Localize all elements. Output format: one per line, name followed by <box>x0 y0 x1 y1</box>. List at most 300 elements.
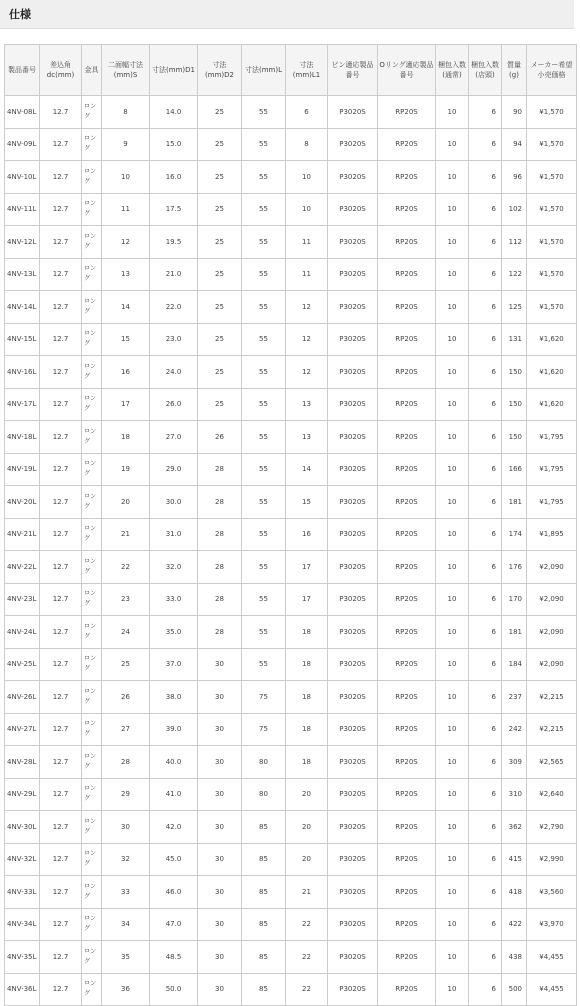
table-cell: P3020S <box>328 778 378 811</box>
table-cell: 18 <box>286 648 328 681</box>
table-cell: 38.0 <box>150 681 198 714</box>
table-cell: ロング <box>82 778 102 811</box>
table-cell: 55 <box>242 518 286 551</box>
table-cell: 6 <box>469 908 502 941</box>
table-row <box>5 258 577 291</box>
table-cell: 16.0 <box>150 161 198 194</box>
table-cell: 46.0 <box>150 876 198 909</box>
table-cell: 150 <box>502 388 527 421</box>
table-cell: 6 <box>469 941 502 974</box>
table-row <box>5 551 577 584</box>
table-cell: 12 <box>286 323 328 356</box>
section-title: 仕様 <box>9 8 31 21</box>
table-row <box>5 811 577 844</box>
table-cell: 9 <box>102 128 150 161</box>
table-cell: 4NV-21L <box>5 518 40 551</box>
table-cell: 6 <box>469 193 502 226</box>
table-row <box>5 388 577 421</box>
table-cell: 150 <box>502 421 527 454</box>
table-cell: 45.0 <box>150 843 198 876</box>
table-cell: 438 <box>502 941 527 974</box>
table-cell: 18 <box>286 746 328 779</box>
table-cell: 26 <box>198 421 242 454</box>
table-cell: 29 <box>102 778 150 811</box>
table-cell: 4NV-35L <box>5 941 40 974</box>
table-cell: RP20S <box>378 356 436 389</box>
table-cell: 10 <box>436 583 469 616</box>
table-cell: ¥4,455 <box>527 941 577 974</box>
table-cell: 11 <box>102 193 150 226</box>
table-cell: 102 <box>502 193 527 226</box>
table-row <box>5 356 577 389</box>
table-cell: P3020S <box>328 193 378 226</box>
table-cell: 6 <box>469 128 502 161</box>
table-cell: 6 <box>469 323 502 356</box>
column-header: 梱包入数(通常) <box>436 45 469 96</box>
table-row <box>5 843 577 876</box>
table-cell: 242 <box>502 713 527 746</box>
table-cell: 12.7 <box>40 681 82 714</box>
table-cell: 32 <box>102 843 150 876</box>
table-cell: 12.7 <box>40 226 82 259</box>
table-cell: 12.7 <box>40 941 82 974</box>
table-cell: 6 <box>469 258 502 291</box>
table-cell: 4NV-30L <box>5 811 40 844</box>
table-cell: ロング <box>82 746 102 779</box>
table-cell: 55 <box>242 551 286 584</box>
table-cell: 4NV-26L <box>5 681 40 714</box>
table-cell: ロング <box>82 193 102 226</box>
table-cell: 28 <box>198 453 242 486</box>
table-cell: 37.0 <box>150 648 198 681</box>
table-cell: 32.0 <box>150 551 198 584</box>
table-cell: 131 <box>502 323 527 356</box>
table-cell: 4NV-23L <box>5 583 40 616</box>
table-cell: 25 <box>198 96 242 129</box>
table-cell: 14 <box>102 291 150 324</box>
table-cell: 112 <box>502 226 527 259</box>
table-cell: 21.0 <box>150 258 198 291</box>
table-cell: 28 <box>102 746 150 779</box>
table-cell: 174 <box>502 518 527 551</box>
table-cell: 25 <box>198 226 242 259</box>
table-cell: 48.5 <box>150 941 198 974</box>
table-cell: 12.7 <box>40 616 82 649</box>
header-row <box>5 45 577 96</box>
table-cell: 4NV-34L <box>5 908 40 941</box>
table-cell: 39.0 <box>150 713 198 746</box>
table-cell: P3020S <box>328 551 378 584</box>
table-cell: ロング <box>82 96 102 129</box>
column-header: Oリング適応製品番号 <box>378 45 436 96</box>
table-cell: 4NV-36L <box>5 973 40 1006</box>
table-row <box>5 291 577 324</box>
table-cell: 85 <box>242 843 286 876</box>
column-header: 質量(g) <box>502 45 527 96</box>
table-cell: RP20S <box>378 161 436 194</box>
table-cell: 6 <box>469 843 502 876</box>
table-cell: 4NV-20L <box>5 486 40 519</box>
table-cell: 21 <box>102 518 150 551</box>
table-cell: 30 <box>198 941 242 974</box>
table-cell: ロング <box>82 583 102 616</box>
table-cell: 12.7 <box>40 778 82 811</box>
table-cell: 10 <box>286 193 328 226</box>
column-header: 差込角dc(mm) <box>40 45 82 96</box>
table-cell: ロング <box>82 226 102 259</box>
table-cell: 362 <box>502 811 527 844</box>
table-cell: 36 <box>102 973 150 1006</box>
table-row <box>5 486 577 519</box>
table-cell: 12.7 <box>40 388 82 421</box>
table-cell: RP20S <box>378 486 436 519</box>
table-cell: ¥2,090 <box>527 616 577 649</box>
table-cell: 85 <box>242 941 286 974</box>
table-cell: 10 <box>436 941 469 974</box>
table-cell: 16 <box>102 356 150 389</box>
table-cell: 12.7 <box>40 128 82 161</box>
table-cell: P3020S <box>328 843 378 876</box>
table-cell: 22.0 <box>150 291 198 324</box>
table-cell: 25 <box>198 323 242 356</box>
table-cell: 6 <box>469 973 502 1006</box>
table-cell: ¥1,570 <box>527 193 577 226</box>
table-cell: 6 <box>469 583 502 616</box>
table-header <box>5 45 577 96</box>
column-header: ピン適応製品番号 <box>328 45 378 96</box>
table-cell: P3020S <box>328 453 378 486</box>
table-cell: 75 <box>242 713 286 746</box>
table-cell: ロング <box>82 973 102 1006</box>
table-cell: 17 <box>286 583 328 616</box>
table-cell: 55 <box>242 128 286 161</box>
table-cell: 34 <box>102 908 150 941</box>
table-cell: 28 <box>198 583 242 616</box>
table-cell: RP20S <box>378 193 436 226</box>
table-cell: 22 <box>102 551 150 584</box>
table-cell: 10 <box>436 973 469 1006</box>
table-cell: ロング <box>82 681 102 714</box>
table-cell: 23 <box>102 583 150 616</box>
table-cell: 4NV-25L <box>5 648 40 681</box>
table-row <box>5 323 577 356</box>
table-cell: 4NV-11L <box>5 193 40 226</box>
table-cell: 75 <box>242 681 286 714</box>
table-cell: 4NV-27L <box>5 713 40 746</box>
table-cell: 33.0 <box>150 583 198 616</box>
table-cell: ロング <box>82 908 102 941</box>
table-cell: 6 <box>469 356 502 389</box>
table-cell: 19 <box>102 453 150 486</box>
table-cell: 6 <box>469 453 502 486</box>
table-cell: P3020S <box>328 811 378 844</box>
column-header: 二面幅寸法(mm)S <box>102 45 150 96</box>
table-cell: 418 <box>502 876 527 909</box>
table-cell: 12.7 <box>40 291 82 324</box>
table-cell: ¥1,570 <box>527 96 577 129</box>
table-cell: P3020S <box>328 941 378 974</box>
table-cell: ロング <box>82 356 102 389</box>
table-cell: 30 <box>198 713 242 746</box>
table-cell: P3020S <box>328 486 378 519</box>
table-cell: 27.0 <box>150 421 198 454</box>
table-cell: 18 <box>286 713 328 746</box>
table-cell: RP20S <box>378 323 436 356</box>
table-cell: 30 <box>198 876 242 909</box>
table-cell: RP20S <box>378 551 436 584</box>
table-cell: 35.0 <box>150 616 198 649</box>
table-cell: P3020S <box>328 161 378 194</box>
table-cell: 12.7 <box>40 583 82 616</box>
table-cell: 12 <box>286 356 328 389</box>
table-cell: 55 <box>242 323 286 356</box>
table-cell: 24.0 <box>150 356 198 389</box>
table-cell: 6 <box>469 96 502 129</box>
table-cell: RP20S <box>378 648 436 681</box>
table-cell: 26 <box>102 681 150 714</box>
table-cell: P3020S <box>328 583 378 616</box>
table-cell: P3020S <box>328 973 378 1006</box>
table-row <box>5 583 577 616</box>
table-cell: P3020S <box>328 388 378 421</box>
table-row <box>5 973 577 1006</box>
table-row <box>5 96 577 129</box>
table-cell: 4NV-29L <box>5 778 40 811</box>
table-cell: ¥2,790 <box>527 811 577 844</box>
table-cell: 10 <box>436 616 469 649</box>
table-cell: RP20S <box>378 583 436 616</box>
table-cell: 10 <box>436 193 469 226</box>
table-cell: 10 <box>436 453 469 486</box>
table-cell: 19.5 <box>150 226 198 259</box>
table-row <box>5 941 577 974</box>
table-cell: P3020S <box>328 681 378 714</box>
table-cell: 6 <box>469 778 502 811</box>
table-cell: 10 <box>286 161 328 194</box>
table-cell: 12.7 <box>40 421 82 454</box>
table-cell: 12.7 <box>40 453 82 486</box>
table-cell: ロング <box>82 876 102 909</box>
table-cell: 4NV-28L <box>5 746 40 779</box>
table-cell: 15 <box>286 486 328 519</box>
table-cell: 28 <box>198 486 242 519</box>
table-cell: 6 <box>469 616 502 649</box>
table-cell: 6 <box>469 226 502 259</box>
table-cell: P3020S <box>328 323 378 356</box>
table-cell: ロング <box>82 941 102 974</box>
table-cell: 4NV-14L <box>5 291 40 324</box>
table-cell: 10 <box>436 908 469 941</box>
table-cell: ロング <box>82 843 102 876</box>
table-cell: 4NV-24L <box>5 616 40 649</box>
table-cell: 12.7 <box>40 96 82 129</box>
table-cell: 6 <box>469 876 502 909</box>
table-row <box>5 778 577 811</box>
table-cell: 85 <box>242 908 286 941</box>
table-cell: 55 <box>242 226 286 259</box>
table-row <box>5 518 577 551</box>
table-cell: ¥1,795 <box>527 453 577 486</box>
table-cell: 10 <box>102 161 150 194</box>
table-cell: 27 <box>102 713 150 746</box>
table-cell: 30.0 <box>150 486 198 519</box>
column-header: 寸法(mm)D2 <box>198 45 242 96</box>
table-cell: 30 <box>198 908 242 941</box>
table-cell: 12.7 <box>40 713 82 746</box>
table-cell: RP20S <box>378 616 436 649</box>
table-cell: ¥1,570 <box>527 258 577 291</box>
table-cell: 10 <box>436 681 469 714</box>
table-cell: P3020S <box>328 128 378 161</box>
table-row <box>5 453 577 486</box>
table-cell: P3020S <box>328 616 378 649</box>
table-cell: 309 <box>502 746 527 779</box>
table-cell: RP20S <box>378 843 436 876</box>
table-row <box>5 746 577 779</box>
table-cell: 25 <box>198 291 242 324</box>
table-cell: ¥2,990 <box>527 843 577 876</box>
table-cell: ロング <box>82 453 102 486</box>
table-row <box>5 648 577 681</box>
table-cell: 181 <box>502 616 527 649</box>
table-cell: 12.7 <box>40 518 82 551</box>
table-cell: 12.7 <box>40 258 82 291</box>
table-cell: ロング <box>82 518 102 551</box>
table-cell: 12.7 <box>40 843 82 876</box>
column-header: 製品番号 <box>5 45 40 96</box>
table-cell: 85 <box>242 811 286 844</box>
table-cell: 12.7 <box>40 323 82 356</box>
table-cell: 15 <box>102 323 150 356</box>
table-cell: 10 <box>436 161 469 194</box>
table-cell: 80 <box>242 778 286 811</box>
table-cell: 10 <box>436 128 469 161</box>
table-cell: 18 <box>102 421 150 454</box>
table-cell: P3020S <box>328 356 378 389</box>
table-cell: 6 <box>469 291 502 324</box>
table-cell: 18 <box>286 616 328 649</box>
table-cell: 55 <box>242 388 286 421</box>
table-cell: 12.7 <box>40 193 82 226</box>
table-cell: 30 <box>198 648 242 681</box>
table-cell: ¥2,640 <box>527 778 577 811</box>
table-cell: 125 <box>502 291 527 324</box>
table-cell: 10 <box>436 323 469 356</box>
table-cell: RP20S <box>378 713 436 746</box>
table-cell: 47.0 <box>150 908 198 941</box>
table-cell: 55 <box>242 486 286 519</box>
table-cell: 30 <box>198 973 242 1006</box>
column-header: メーカー希望小売価格 <box>527 45 577 96</box>
table-cell: 25 <box>198 128 242 161</box>
table-cell: RP20S <box>378 941 436 974</box>
table-cell: ¥2,090 <box>527 648 577 681</box>
table-cell: 184 <box>502 648 527 681</box>
table-cell: RP20S <box>378 421 436 454</box>
table-cell: 20 <box>102 486 150 519</box>
table-cell: ロング <box>82 551 102 584</box>
table-cell: RP20S <box>378 453 436 486</box>
table-cell: 10 <box>436 291 469 324</box>
table-cell: 17.5 <box>150 193 198 226</box>
table-row <box>5 161 577 194</box>
table-cell: 10 <box>436 96 469 129</box>
section-header <box>0 0 574 29</box>
table-row <box>5 713 577 746</box>
table-row <box>5 193 577 226</box>
table-cell: 8 <box>286 128 328 161</box>
table-cell: 28 <box>198 518 242 551</box>
table-cell: 41.0 <box>150 778 198 811</box>
table-cell: RP20S <box>378 258 436 291</box>
table-row <box>5 681 577 714</box>
table-cell: 13 <box>286 421 328 454</box>
table-cell: 12.7 <box>40 551 82 584</box>
table-cell: 12 <box>286 291 328 324</box>
table-cell: 85 <box>242 876 286 909</box>
table-cell: 16 <box>286 518 328 551</box>
table-cell: P3020S <box>328 648 378 681</box>
column-header: 梱包入数(店頭) <box>469 45 502 96</box>
table-cell: 4NV-19L <box>5 453 40 486</box>
table-cell: P3020S <box>328 746 378 779</box>
table-cell: RP20S <box>378 96 436 129</box>
table-cell: 28 <box>198 616 242 649</box>
table-cell: 22 <box>286 973 328 1006</box>
table-cell: 6 <box>469 713 502 746</box>
table-cell: 85 <box>242 973 286 1006</box>
table-row <box>5 616 577 649</box>
table-cell: 40.0 <box>150 746 198 779</box>
table-cell: 23.0 <box>150 323 198 356</box>
table-cell: 10 <box>436 518 469 551</box>
table-cell: 17 <box>286 551 328 584</box>
table-cell: 35 <box>102 941 150 974</box>
table-cell: 6 <box>469 811 502 844</box>
table-row <box>5 421 577 454</box>
table-cell: 30 <box>102 811 150 844</box>
table-row <box>5 128 577 161</box>
column-header: 寸法(mm)L1 <box>286 45 328 96</box>
table-cell: ロング <box>82 616 102 649</box>
table-cell: ¥3,560 <box>527 876 577 909</box>
table-cell: 500 <box>502 973 527 1006</box>
table-cell: 166 <box>502 453 527 486</box>
table-cell: 18 <box>286 681 328 714</box>
table-cell: 12.7 <box>40 648 82 681</box>
table-cell: 6 <box>469 388 502 421</box>
table-cell: 30 <box>198 778 242 811</box>
table-cell: 6 <box>469 648 502 681</box>
table-cell: ロング <box>82 421 102 454</box>
table-cell: 6 <box>469 551 502 584</box>
table-cell: ¥1,620 <box>527 323 577 356</box>
table-cell: ロング <box>82 323 102 356</box>
table-cell: ロング <box>82 161 102 194</box>
table-cell: 4NV-13L <box>5 258 40 291</box>
table-cell: 6 <box>469 681 502 714</box>
table-cell: 55 <box>242 648 286 681</box>
table-body <box>5 96 577 1006</box>
table-cell: ¥3,970 <box>527 908 577 941</box>
table-cell: 55 <box>242 193 286 226</box>
table-cell: ロング <box>82 128 102 161</box>
table-cell: 6 <box>469 421 502 454</box>
table-cell: 170 <box>502 583 527 616</box>
table-cell: 12 <box>102 226 150 259</box>
table-cell: 42.0 <box>150 811 198 844</box>
table-cell: 10 <box>436 778 469 811</box>
